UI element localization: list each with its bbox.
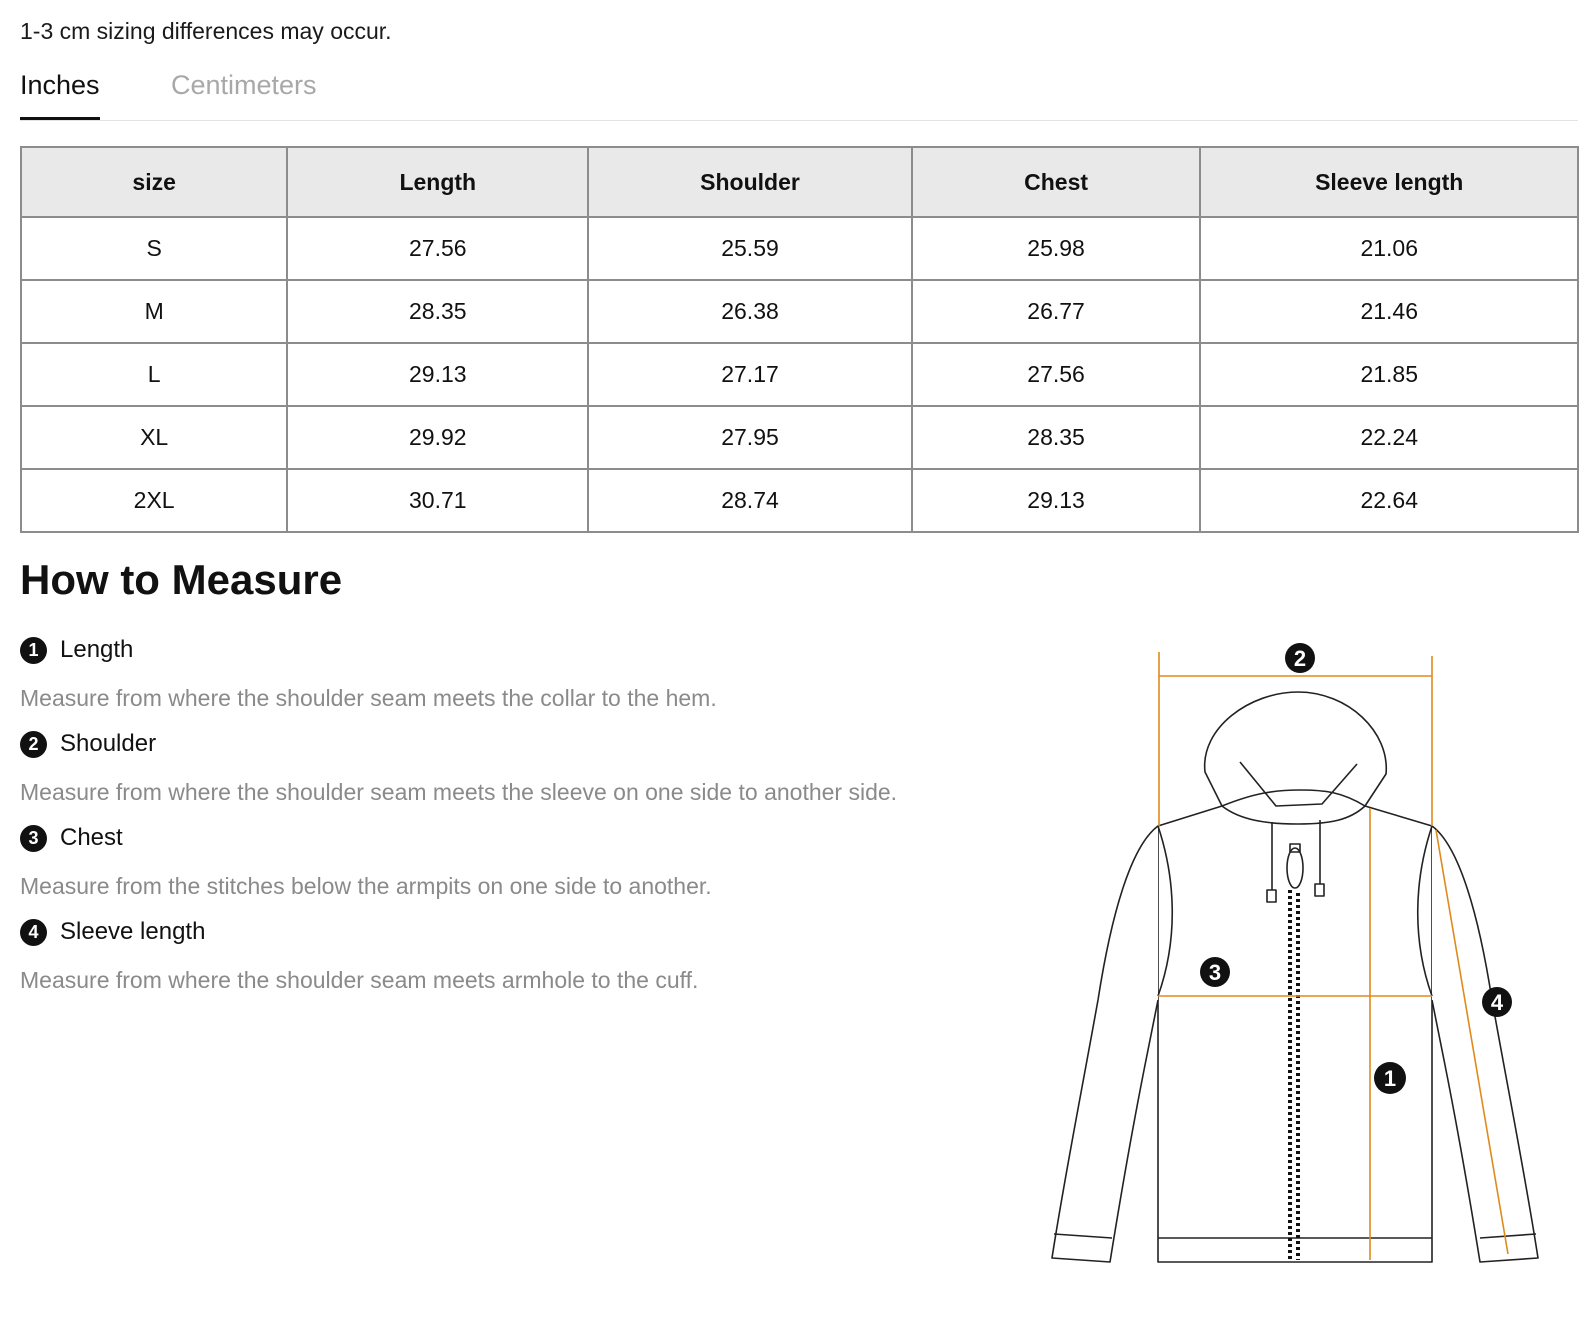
cell-shoulder: 27.17 <box>588 343 911 406</box>
measure-description: Measure from where the shoulder seam meets armhole to the cuff. <box>20 967 699 993</box>
cell-length: 28.35 <box>287 280 588 343</box>
marker-3-icon <box>1200 957 1230 987</box>
svg-text:2: 2 <box>1293 646 1307 671</box>
svg-text:1: 1 <box>1383 1066 1397 1091</box>
number-2-icon: 2 <box>20 731 47 758</box>
table-row <box>21 406 1578 469</box>
cell-shoulder: 25.59 <box>588 217 911 280</box>
table-row <box>21 469 1578 532</box>
cell-chest: 26.77 <box>912 280 1201 343</box>
number-1-icon: 1 <box>20 637 47 664</box>
measure-description: Measure from the stitches below the armpits on one side to another. <box>20 873 712 899</box>
unit-tabs <box>20 62 1578 121</box>
number-4-icon: 4 <box>20 919 47 946</box>
cell-sleeve-length: 22.64 <box>1200 469 1578 532</box>
marker-2-icon <box>1285 643 1315 673</box>
cell-shoulder: 28.74 <box>588 469 911 532</box>
cell-length: 30.71 <box>287 469 588 532</box>
cell-sleeve-length: 22.24 <box>1200 406 1578 469</box>
column-header-chest: Chest <box>912 147 1201 217</box>
svg-text:3: 3 <box>1208 960 1222 985</box>
zip-hoodie-diagram-icon <box>1040 640 1560 1280</box>
how-to-measure-title: How to Measure <box>20 556 343 603</box>
table-row <box>21 343 1578 406</box>
marker-4-icon <box>1482 987 1512 1017</box>
column-header-shoulder: Shoulder <box>588 147 911 217</box>
measure-item-length <box>20 636 717 712</box>
cell-chest: 27.56 <box>912 343 1201 406</box>
cell-size: 2XL <box>21 469 287 532</box>
column-header-sleeve-length: Sleeve length <box>1200 147 1578 217</box>
svg-text:4: 4 <box>1490 990 1504 1015</box>
cell-size: XL <box>21 406 287 469</box>
column-header-size: size <box>21 147 287 217</box>
table-header-row <box>21 147 1578 217</box>
cell-chest: 28.35 <box>912 406 1201 469</box>
cell-sleeve-length: 21.46 <box>1200 280 1578 343</box>
measure-description: Measure from where the shoulder seam meets the sleeve on one side to another side. <box>20 779 898 805</box>
cell-shoulder: 27.95 <box>588 406 911 469</box>
measure-description: Measure from where the shoulder seam meets the collar to the hem. <box>20 685 717 711</box>
cell-chest: 25.98 <box>912 217 1201 280</box>
cell-length: 27.56 <box>287 217 588 280</box>
tab-inches[interactable]: Inches <box>20 70 100 120</box>
number-3-icon: 3 <box>20 825 47 852</box>
measure-item-chest <box>20 824 712 900</box>
measure-item-shoulder <box>20 730 897 806</box>
measure-label: Chest <box>60 824 123 851</box>
cell-length: 29.13 <box>287 343 588 406</box>
measure-item-sleeve-length <box>20 918 698 994</box>
cell-sleeve-length: 21.06 <box>1200 217 1578 280</box>
measure-label: Shoulder <box>60 730 157 757</box>
cell-shoulder: 26.38 <box>588 280 911 343</box>
cell-size: M <box>21 280 287 343</box>
cell-chest: 29.13 <box>912 469 1201 532</box>
size-chart-table <box>20 146 1579 533</box>
marker-1-icon <box>1374 1062 1406 1094</box>
measure-label: Length <box>60 636 134 663</box>
cell-sleeve-length: 21.85 <box>1200 343 1578 406</box>
cell-size: S <box>21 217 287 280</box>
table-row <box>21 280 1578 343</box>
tab-centimeters[interactable]: Centimeters <box>171 70 317 100</box>
table-row <box>21 217 1578 280</box>
cell-length: 29.92 <box>287 406 588 469</box>
column-header-length: Length <box>287 147 588 217</box>
cell-size: L <box>21 343 287 406</box>
sizing-note: 1-3 cm sizing differences may occur. <box>20 18 392 44</box>
measure-label: Sleeve length <box>60 918 206 945</box>
